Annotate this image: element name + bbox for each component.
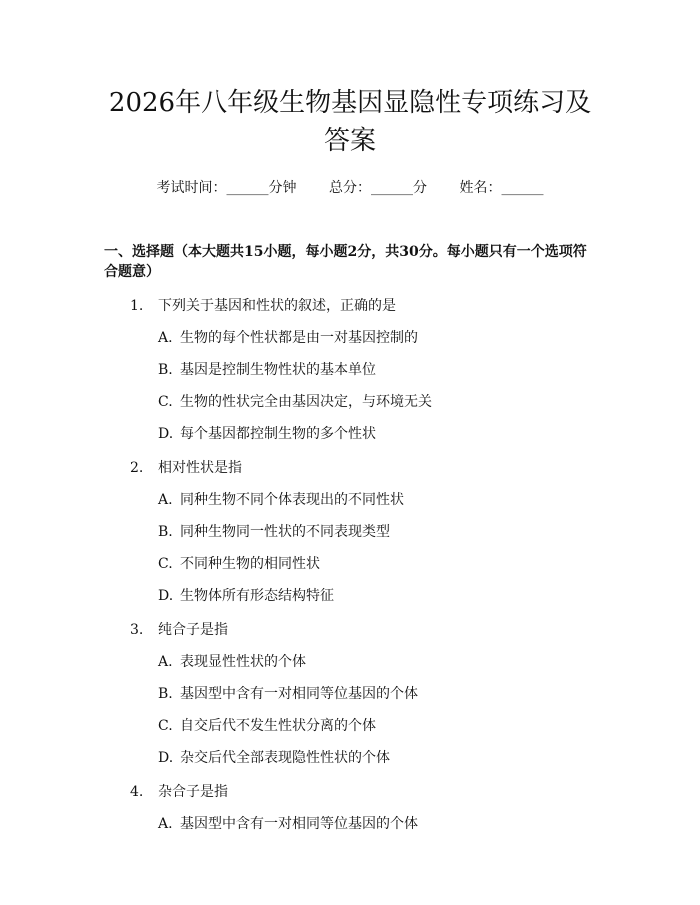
option-letter: D. bbox=[158, 750, 174, 766]
exam-time: 考试时间：______分钟 bbox=[156, 180, 297, 196]
option bbox=[104, 586, 596, 606]
option-text: 同种生物不同个体表现出的不同性状 bbox=[180, 492, 404, 508]
question-text: 相对性状是指 bbox=[158, 460, 242, 476]
question-number: 3. bbox=[130, 622, 144, 638]
option bbox=[104, 684, 596, 704]
option-letter: D. bbox=[158, 588, 174, 604]
option-text: 自交后代不发生性状分离的个体 bbox=[180, 718, 376, 734]
option bbox=[104, 424, 596, 444]
option-letter: B. bbox=[158, 362, 173, 378]
section-heading: 一、选择题（本大题共15小题，每小题2分，共30分。每小题只有一个选项符合题意） bbox=[104, 244, 587, 280]
question-text: 杂合子是指 bbox=[158, 784, 228, 800]
option-letter: C. bbox=[158, 556, 173, 572]
option bbox=[104, 392, 596, 412]
option bbox=[104, 716, 596, 736]
exam-meta bbox=[104, 178, 596, 198]
option bbox=[104, 652, 596, 672]
option-letter: C. bbox=[158, 394, 173, 410]
option bbox=[104, 328, 596, 348]
option bbox=[104, 522, 596, 542]
option-text: 基因是控制生物性状的基本单位 bbox=[180, 362, 376, 378]
question-number: 1. bbox=[130, 298, 144, 314]
option-text: 每个基因都控制生物的多个性状 bbox=[180, 426, 376, 442]
option bbox=[104, 490, 596, 510]
option-text: 生物的每个性状都是由一对基因控制的 bbox=[180, 330, 418, 346]
option-letter: B. bbox=[158, 686, 173, 702]
option-text: 同种生物同一性状的不同表现类型 bbox=[180, 524, 390, 540]
option-letter: B. bbox=[158, 524, 173, 540]
option-letter: A. bbox=[158, 816, 173, 832]
option-text: 杂交后代全部表现隐性性状的个体 bbox=[180, 750, 390, 766]
option bbox=[104, 554, 596, 574]
option-letter: A. bbox=[158, 492, 173, 508]
option-letter: A. bbox=[158, 654, 173, 670]
question-number: 4. bbox=[130, 784, 144, 800]
question-number: 2. bbox=[130, 460, 144, 476]
option-text: 生物的性状完全由基因决定，与环境无关 bbox=[180, 394, 432, 410]
total-score: 总分：______分 bbox=[329, 180, 427, 196]
question bbox=[104, 782, 596, 802]
option-text: 基因型中含有一对相同等位基因的个体 bbox=[180, 686, 418, 702]
option-letter: C. bbox=[158, 718, 173, 734]
option bbox=[104, 814, 596, 834]
student-name: 姓名：______ bbox=[459, 180, 544, 196]
option-letter: A. bbox=[158, 330, 173, 346]
question bbox=[104, 458, 596, 478]
question bbox=[104, 296, 596, 316]
option bbox=[104, 360, 596, 380]
option-text: 表现显性性状的个体 bbox=[180, 654, 306, 670]
question-text: 纯合子是指 bbox=[158, 622, 228, 638]
option-text: 基因型中含有一对相同等位基因的个体 bbox=[180, 816, 418, 832]
option-letter: D. bbox=[158, 426, 174, 442]
question bbox=[104, 620, 596, 640]
question-text: 下列关于基因和性状的叙述，正确的是 bbox=[158, 298, 396, 314]
option-text: 不同种生物的相同性状 bbox=[180, 556, 320, 572]
page-title: 2026年八年级生物基因显隐性专项练习及答案 bbox=[108, 88, 592, 156]
option bbox=[104, 748, 596, 768]
option-text: 生物体所有形态结构特征 bbox=[180, 588, 334, 604]
